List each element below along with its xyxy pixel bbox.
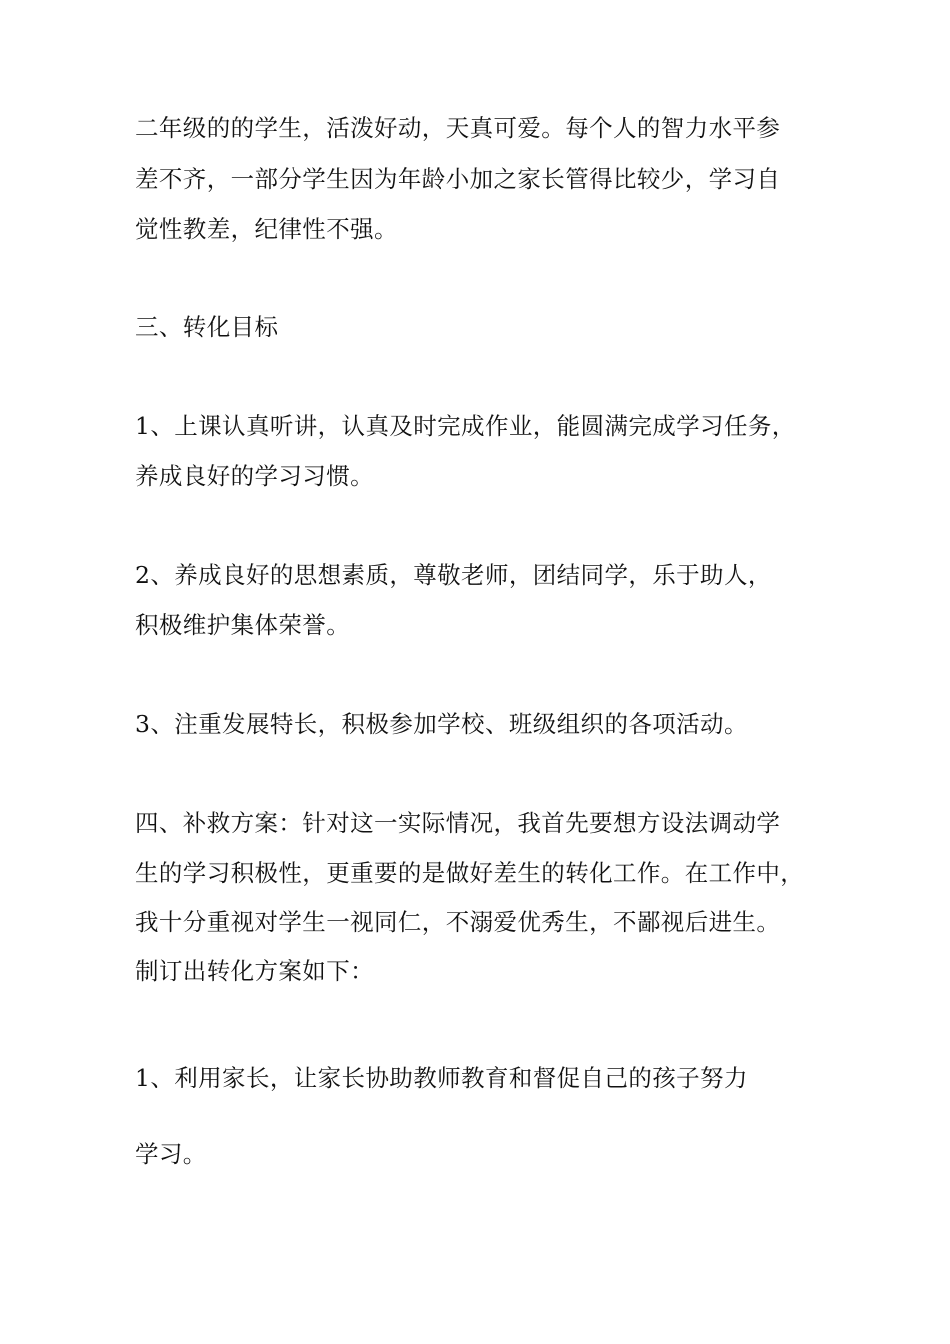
paragraph-line: 四、补救方案：针对这一实际情况，我首先要想方设法调动学 <box>135 809 781 837</box>
paragraph-line: 积极维护集体荣誉。 <box>135 611 351 639</box>
paragraph-line: 制订出转化方案如下： <box>135 957 374 985</box>
paragraph-line: 二年级的的学生，活泼好动，天真可爱。每个人的智力水平参 <box>135 114 781 142</box>
paragraph-line: 学习。 <box>135 1140 207 1168</box>
paragraph-line: 觉性教差，纪律性不强。 <box>135 215 398 243</box>
paragraph-line: 我十分重视对学生一视同仁，不溺爱优秀生，不鄙视后进生。 <box>135 908 781 936</box>
paragraph-line: 2、养成良好的思想素质，尊敬老师，团结同学，乐于助人， <box>135 561 772 589</box>
paragraph-line: 差不齐，一部分学生因为年龄小加之家长管得比较少，学习自 <box>135 165 781 193</box>
paragraph-line: 1、上课认真听讲，认真及时完成作业，能圆满完成学习任务， <box>135 412 796 440</box>
paragraph-line: 1、利用家长，让家长协助教师教育和督促自己的孩子努力 <box>135 1064 748 1092</box>
paragraph-line: 3、注重发展特长，积极参加学校、班级组织的各项活动。 <box>135 710 748 738</box>
paragraph-line: 生的学习积极性，更重要的是做好差生的转化工作。在工作中， <box>135 859 805 887</box>
section-heading: 三、转化目标 <box>135 313 279 341</box>
paragraph-line: 养成良好的学习习惯。 <box>135 462 374 490</box>
